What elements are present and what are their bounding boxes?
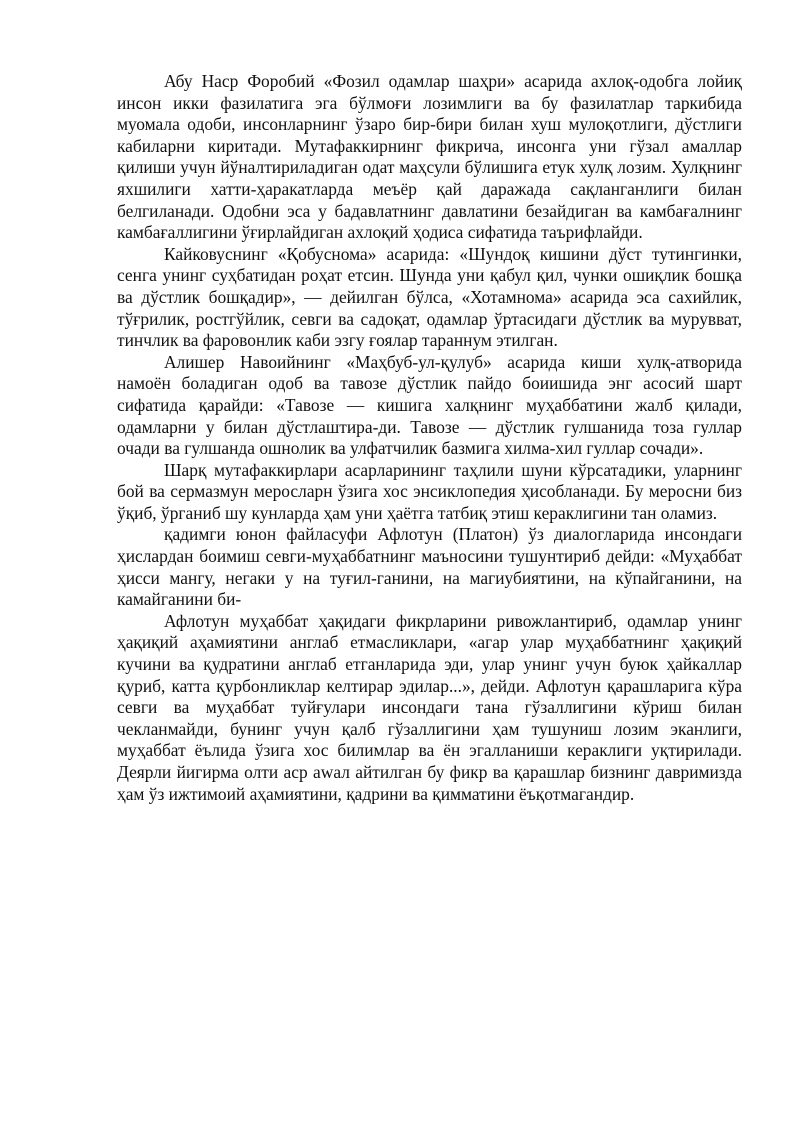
- paragraph-kaykovus: Кайковуснинг «Қобуснома» асарида: «Шундоқ кишини дўст тутингинки, сенга унинг суҳбатидан роҳат етсин. Шунда уни қабул қил, чунки ошиқлик бошқа ва дўстлик бошқадир», — дейилган бўлса, «Хотамнома» асарида эса сахийлик, тўғрилик, ростгўйлик, севги ва садоқат, одамлар ўртасидаги дўстлик ва мурувват, тинчлик ва фаровонлик каби эзгу ғоялар тараннум этилган.: [117, 243, 742, 351]
- paragraph-farabi: Абу Наср Форобий «Фозил одамлар шаҳри» асарида ахлоқ-одобга лойиқ инсон икки фазилатига эга бўлмоғи лозимлиги ва бу фазилатлар таркибида муомала одоби, инсонларнинг ўзаро бир-бири билан хуш мулоқотлиги, дўстлиги кабиларни киритади. Мутафаккирнинг фикрича, инсонга уни гўзал амаллар қилиши учун йўналтириладиган одат маҳсули бўлишига етук хулқ лозим. Хулқнинг яхшилиги хатти-ҳаракатларда меъёр қай даражада сақланганлиги билан белгиланади. Одобни эса у бадавлатнинг давлатини безайдиган ва камбағалнинг камбағаллигини ўғирлайдиган ахлоқий ҳодиса сифатида таърифлайди.: [117, 71, 742, 243]
- document-page: [117, 71, 742, 805]
- paragraph-eastern-thinkers: Шарқ мутафаккирлари асарларининг таҳлили шуни кўрсатадики, уларнинг бой ва сермазмун меросларн ўзига хос энсиклопедия ҳисобланади. Бу меросни биз ўқиб, ўрганиб шу кунларда ҳам уни ҳаётга татбиқ этиш кераклигини тан оламиз.: [117, 459, 742, 523]
- paragraph-navoi: Алишер Навоийнинг «Маҳбуб-ул-қулуб» асарида киши хулқ-атворида намоён боладиган одоб ва тавозе дўстлик пайдо боиишида энг асосий шарт сифатида қарайди: «Тавозе — кишига халқнинг муҳаббатини жалб қилади, одамларни у билан дўстлаштира-ди. Тавозе — дўстлик гулшанида тоза гуллар очади ва гулшанда ошнолик ва улфатчилик базмига хилма-хил гуллар сочади».: [117, 351, 742, 459]
- paragraph-plato-dialogues: қадимги юнон файласуфи Афлотун (Платон) ўз диалогларида инсондаги ҳислардан боимиш севги-муҳаббатнинг маъносини тушунтириб дейди: «Муҳаббат ҳисси мангу, негаки у на туғил-ганини, на магиубиятини, на кўпайганини, на камайганини би-: [117, 524, 742, 610]
- paragraph-plato-love: Афлотун муҳаббат ҳақидаги фикрларини ривожлантириб, одамлар унинг ҳақиқий аҳамиятини англаб етмасликлари, «агар улар муҳаббатнинг ҳақиқий кучини ва қудратини англаб етганларида эди, улар унинг учун буюк ҳайкаллар қуриб, катта қурбонликлар келтирар эдилар...», дейди. Афлотун қарашларига кўра севги ва муҳаббат туйғулари инсондаги тана гўзаллигини кўриш билан чекланмайди, бунинг учун қалб гўзаллигини ҳам тушуниш лозим эканлиги, муҳаббат ёълида ўзига хос билимлар ва ён эгалланиши кераклиги уқтирилади. Деярли йигирма олти аср аwал айтилган бу фикр ва қарашлар бизнинг давримизда ҳам ўз ижтимоий аҳамиятини, қадрини ва қимматини ёъқотмагандир.: [117, 610, 742, 804]
